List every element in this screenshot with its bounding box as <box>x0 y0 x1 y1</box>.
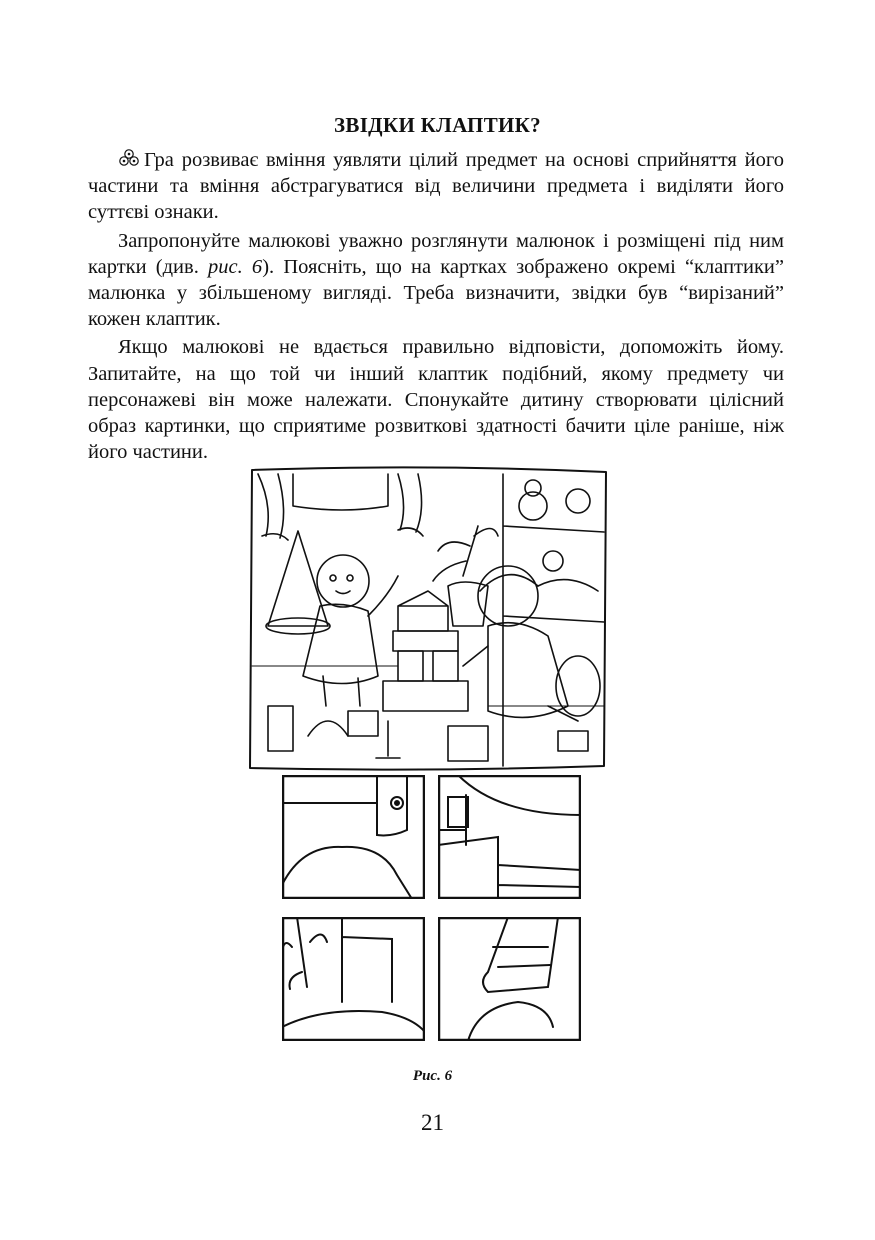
body-text <box>88 147 784 465</box>
page-number: 21 <box>421 1110 444 1135</box>
children-playing-with-blocks-illustration <box>248 466 608 771</box>
paragraph-1-text: Гра розвиває вміння уявляти цілий предмет на основі сприйняття його частини та вміння абстрагуватися від величини предмета і виділяти його суттєві ознаки. <box>88 149 784 224</box>
page-title: ЗВІДКИ КЛАПТИК? <box>334 113 541 137</box>
fragment-tile-2 <box>438 775 581 899</box>
figure-caption: Рис. 6 <box>412 1068 453 1084</box>
clover-bullet-icon <box>118 148 140 168</box>
fragment-tile-4 <box>438 917 581 1041</box>
figure-reference: рис. 6 <box>208 255 263 278</box>
paragraph-1 <box>88 147 784 226</box>
paragraph-2-text-a: Запропонуйте малюкові уважно розглянути малюнок і розміщені під ним картки (див. <box>88 229 784 278</box>
fragment-tile-1 <box>282 775 425 899</box>
fragment-tile-3 <box>282 917 425 1041</box>
paragraph-2 <box>88 228 784 333</box>
paragraph-3: Якщо малюкові не вдається правильно відповісти, допоможіть йому. Запитайте, на що той чи інший клаптик подібний, якому предмету чи персонажеві він може належати. Спонукайте дитину створювати цілісний образ картинки, що сприятиме розвиткові здатності бачити ціле раніше, ніж його частини. <box>88 336 784 464</box>
paragraph-2-text-b: ). Поясніть, що на картках зображено окремі “клаптики” малюнка у збільшеному вигляді. Треба визначити, звідки був “вирізаний” кожен клаптик. <box>88 255 784 331</box>
